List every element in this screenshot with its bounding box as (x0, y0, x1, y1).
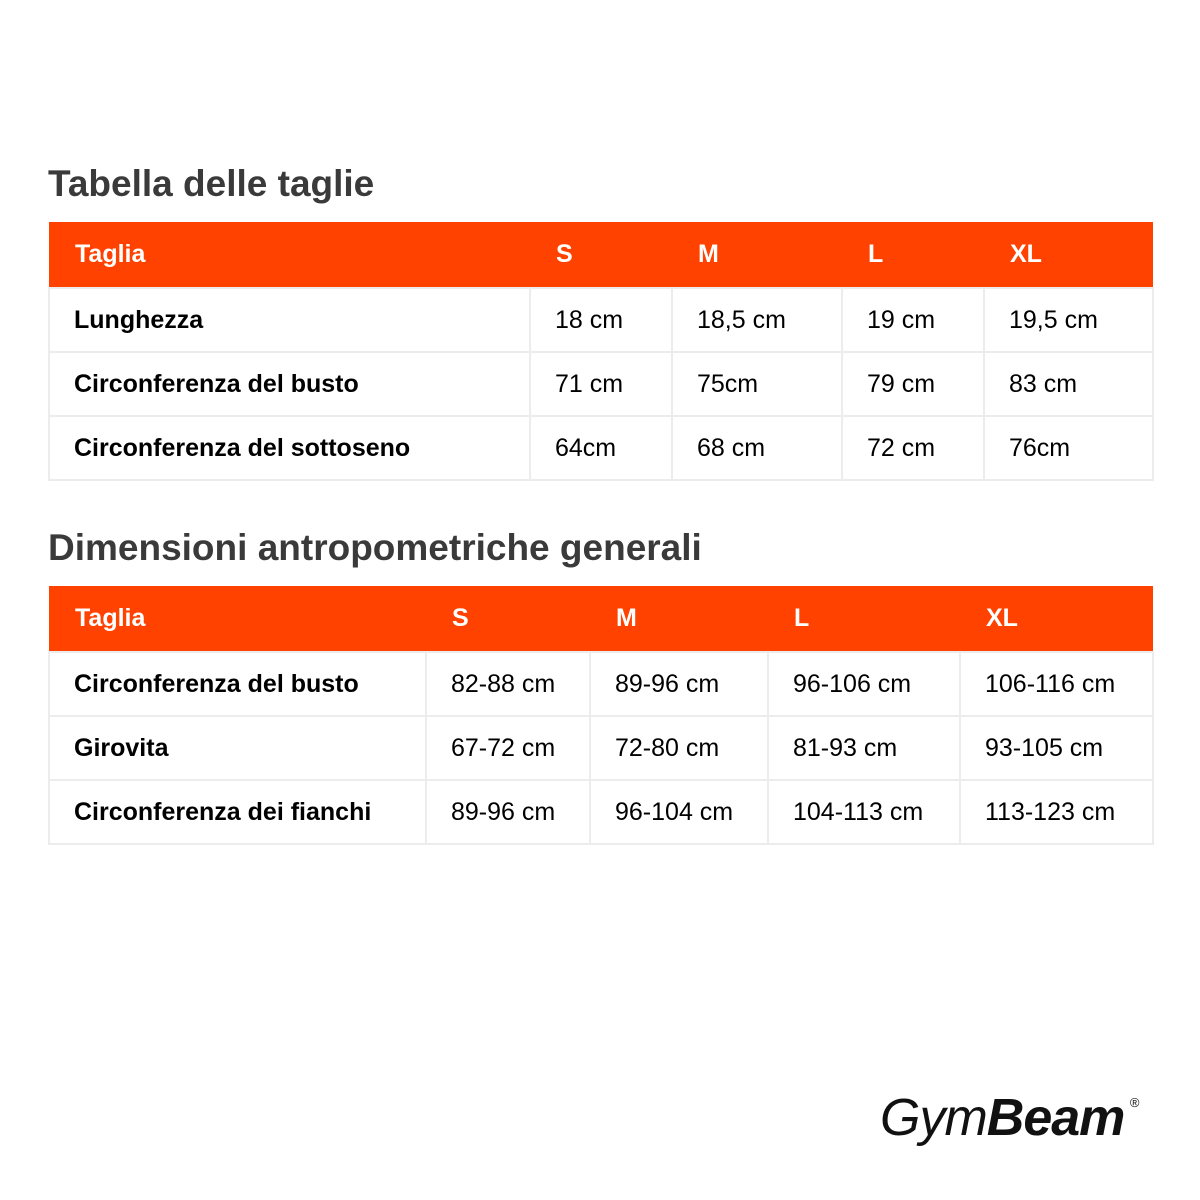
table-cell: 19,5 cm (984, 288, 1153, 352)
table-cell: 82-88 cm (426, 652, 590, 716)
header-xl: XL (984, 222, 1153, 288)
table-cell: 76cm (984, 416, 1153, 480)
table-cell: 96-104 cm (590, 780, 768, 844)
body-measurements-table (48, 586, 1154, 845)
header-m: M (590, 586, 768, 652)
table-header-row (49, 222, 1153, 288)
table-row (49, 352, 1153, 416)
table-row (49, 652, 1153, 716)
table-cell: 79 cm (842, 352, 984, 416)
table-cell: 93-105 cm (960, 716, 1153, 780)
row-label: Girovita (49, 716, 426, 780)
header-l: L (842, 222, 984, 288)
header-s: S (426, 586, 590, 652)
table-cell: 71 cm (530, 352, 672, 416)
row-label: Lunghezza (49, 288, 530, 352)
table-cell: 72 cm (842, 416, 984, 480)
registered-mark: ® (1129, 1095, 1139, 1110)
body-measurements-title: Dimensioni antropometriche generali (48, 527, 702, 568)
table-cell: 19 cm (842, 288, 984, 352)
size-chart-table (48, 222, 1154, 481)
table-cell: 81-93 cm (768, 716, 960, 780)
table-row (49, 716, 1153, 780)
header-l: L (768, 586, 960, 652)
table-cell: 67-72 cm (426, 716, 590, 780)
table-cell: 75cm (672, 352, 842, 416)
table-row (49, 416, 1153, 480)
logo-text-beam: Beam (986, 1089, 1125, 1147)
header-s: S (530, 222, 672, 288)
row-label: Circonferenza del busto (49, 352, 530, 416)
header-m: M (672, 222, 842, 288)
row-label: Circonferenza dei fianchi (49, 780, 426, 844)
table-header-row (49, 586, 1153, 652)
header-size: Taglia (49, 222, 530, 288)
table-cell: 64cm (530, 416, 672, 480)
gymbeam-logo (880, 1089, 1139, 1147)
size-chart-title: Tabella delle taglie (48, 163, 375, 204)
table-cell: 18,5 cm (672, 288, 842, 352)
table-cell: 96-106 cm (768, 652, 960, 716)
table-cell: 89-96 cm (590, 652, 768, 716)
table-row (49, 780, 1153, 844)
table-cell: 106-116 cm (960, 652, 1153, 716)
table-cell: 89-96 cm (426, 780, 590, 844)
logo-text-gym: Gym (880, 1089, 987, 1147)
row-label: Circonferenza del sottoseno (49, 416, 530, 480)
table-cell: 18 cm (530, 288, 672, 352)
table-cell: 72-80 cm (590, 716, 768, 780)
header-size: Taglia (49, 586, 426, 652)
header-xl: XL (960, 586, 1153, 652)
table-cell: 68 cm (672, 416, 842, 480)
table-cell: 104-113 cm (768, 780, 960, 844)
table-cell: 83 cm (984, 352, 1153, 416)
row-label: Circonferenza del busto (49, 652, 426, 716)
table-row (49, 288, 1153, 352)
table-cell: 113-123 cm (960, 780, 1153, 844)
